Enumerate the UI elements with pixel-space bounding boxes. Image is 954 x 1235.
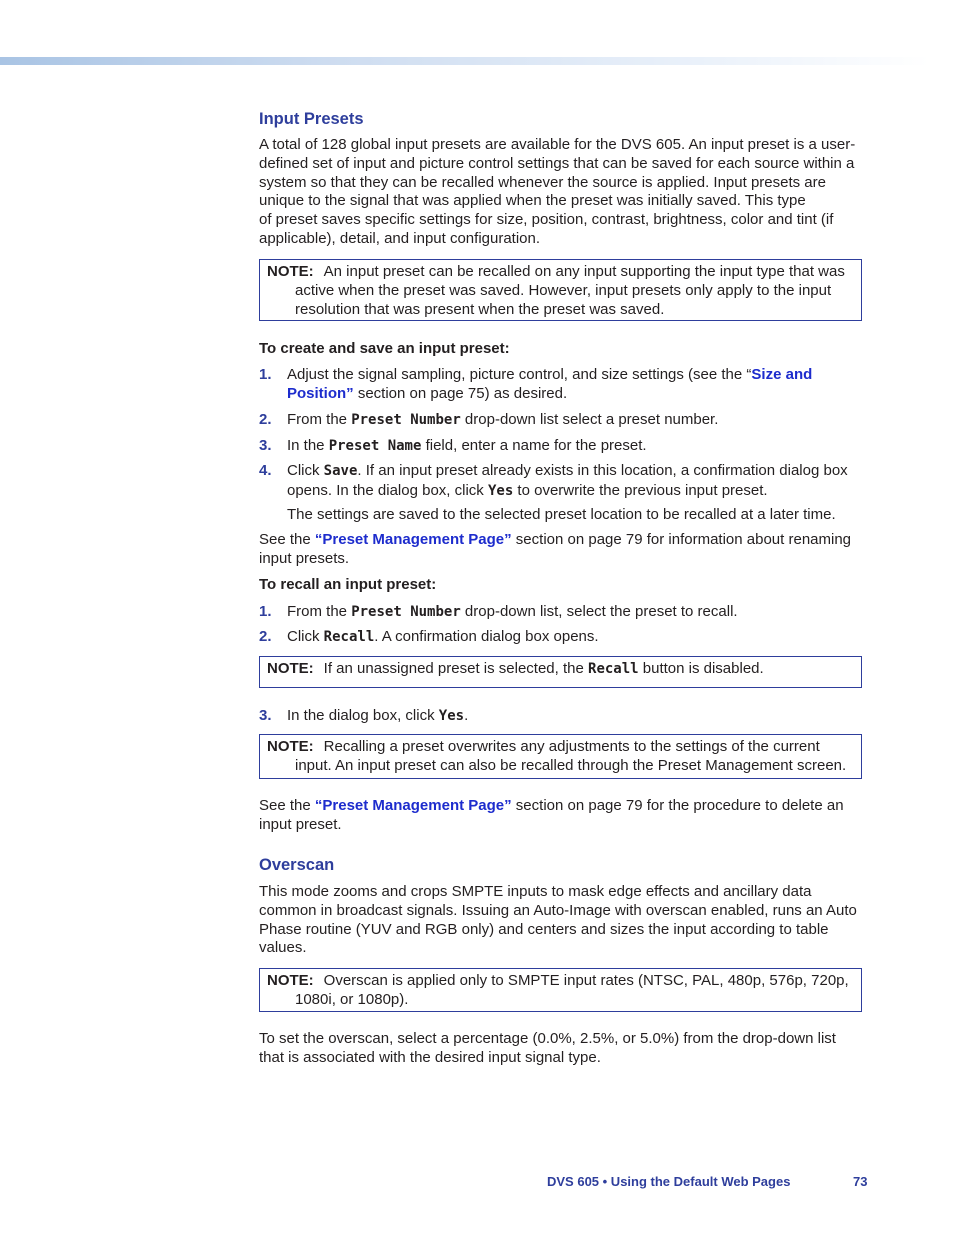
- note-box: [259, 734, 862, 779]
- recall-step-1: 1. From the Preset Number drop-down list, select the preset to recall.: [259, 603, 738, 620]
- recall-control-name: Recall: [323, 629, 375, 645]
- note-box: [259, 968, 862, 1012]
- save-control-name: Save: [323, 463, 358, 479]
- note-label: NOTE:: [267, 263, 314, 280]
- preset-management-page-link[interactable]: “Preset Management Page”: [314, 531, 512, 548]
- step-number: 3.: [259, 707, 272, 724]
- note-label: NOTE:: [267, 972, 314, 989]
- recall-preset-heading: To recall an input preset:: [259, 576, 437, 593]
- overscan-intro: This mode zooms and crops SMPTE inputs to mask edge effects and ancillary data common in broadcast signals. Issuing an Auto-Image with overscan enabled, runs an Auto Phase routine (YUV and RGB only) and centers and sizes the input according to table values.: [259, 883, 857, 957]
- preset-management-page-link[interactable]: “Preset Management Page”: [314, 797, 512, 814]
- note-label: NOTE:: [267, 738, 314, 755]
- create-step-3: 3. In the Preset Name field, enter a name for the preset.: [259, 437, 647, 454]
- section-heading-overscan: Overscan: [259, 856, 335, 874]
- step-number: 2.: [259, 628, 272, 645]
- note-label: NOTE:: [267, 660, 314, 677]
- create-preset-heading: To create and save an input preset:: [259, 340, 510, 357]
- step-number: 2.: [259, 411, 272, 428]
- note-text: An input preset can be recalled on any input supporting the input type that was active when the preset was saved. However, input presets only apply to the input resolution that was present when the preset was saved.: [295, 263, 845, 318]
- step-number: 1.: [259, 366, 272, 383]
- create-step-2: 2. From the Preset Number drop-down list select a preset number.: [259, 411, 719, 428]
- note-box: NOTE: If an unassigned preset is selected, the Recall button is disabled.: [259, 656, 862, 688]
- step-number: 4.: [259, 462, 272, 479]
- header-gradient-bar: [0, 57, 930, 65]
- step-number: 3.: [259, 437, 272, 454]
- preset-number-control-name: Preset Number: [351, 412, 461, 428]
- footer-title: DVS 605 • Using the Default Web Pages: [547, 1174, 791, 1189]
- note-text: Recalling a preset overwrites any adjustments to the settings of the current input. An input preset can also be recalled through the Preset Management screen.: [295, 738, 847, 774]
- note-box: [259, 259, 862, 321]
- yes-control-name: Yes: [438, 708, 465, 724]
- recall-step-2: 2. Click Recall. A confirmation dialog box opens.: [259, 628, 599, 645]
- recall-step-3: 3. In the dialog box, click Yes.: [259, 707, 469, 724]
- preset-name-control-name: Preset Name: [328, 438, 422, 454]
- input-presets-intro: A total of 128 global input presets are available for the DVS 605. An input preset is a user-defined set of input and picture control settings that can be saved for each source within a system so that they can be recalled whenever the source is applied. Input presets are unique to the signal that was applied when the preset was initially saved. This type of preset saves specific settings for size, position, contrast, brightness, color and tint (if applicable), detail, and input configuration.: [259, 136, 856, 247]
- size-and-position-link[interactable]: Size and Position”: [287, 366, 813, 402]
- page-number: 73: [853, 1174, 868, 1189]
- yes-control-name: Yes: [487, 483, 514, 499]
- recall-control-name: Recall: [588, 661, 639, 677]
- note-text: Overscan is applied only to SMPTE input rates (NTSC, PAL, 480p, 576p, 720p, 1080i, or 1080p).: [295, 972, 849, 1008]
- step-number: 1.: [259, 603, 272, 620]
- see-rename-paragraph: See the “Preset Management Page” section on page 79 for information about renaming input presets.: [259, 531, 852, 567]
- section-heading-input-presets: Input Presets: [259, 110, 364, 128]
- preset-number-control-name: Preset Number: [351, 604, 461, 620]
- create-step-4: 4. Click Save. If an input preset already exists in this location, a confirmation dialog box opens. In the dialog box, click Yes to overwrite the previous input preset.: [259, 462, 848, 499]
- overscan-outro: To set the overscan, select a percentage (0.0%, 2.5%, or 5.0%) from the drop-down list that is associated with the desired input signal type.: [259, 1030, 836, 1066]
- see-delete-paragraph: See the “Preset Management Page” section on page 79 for the procedure to delete an input preset.: [259, 797, 844, 833]
- create-step-1: 1. Adjust the signal sampling, picture control, and size settings (see the “Size and Position” section on page 75) as desired.: [259, 366, 813, 402]
- create-result-text: The settings are saved to the selected preset location to be recalled at a later time.: [287, 506, 836, 523]
